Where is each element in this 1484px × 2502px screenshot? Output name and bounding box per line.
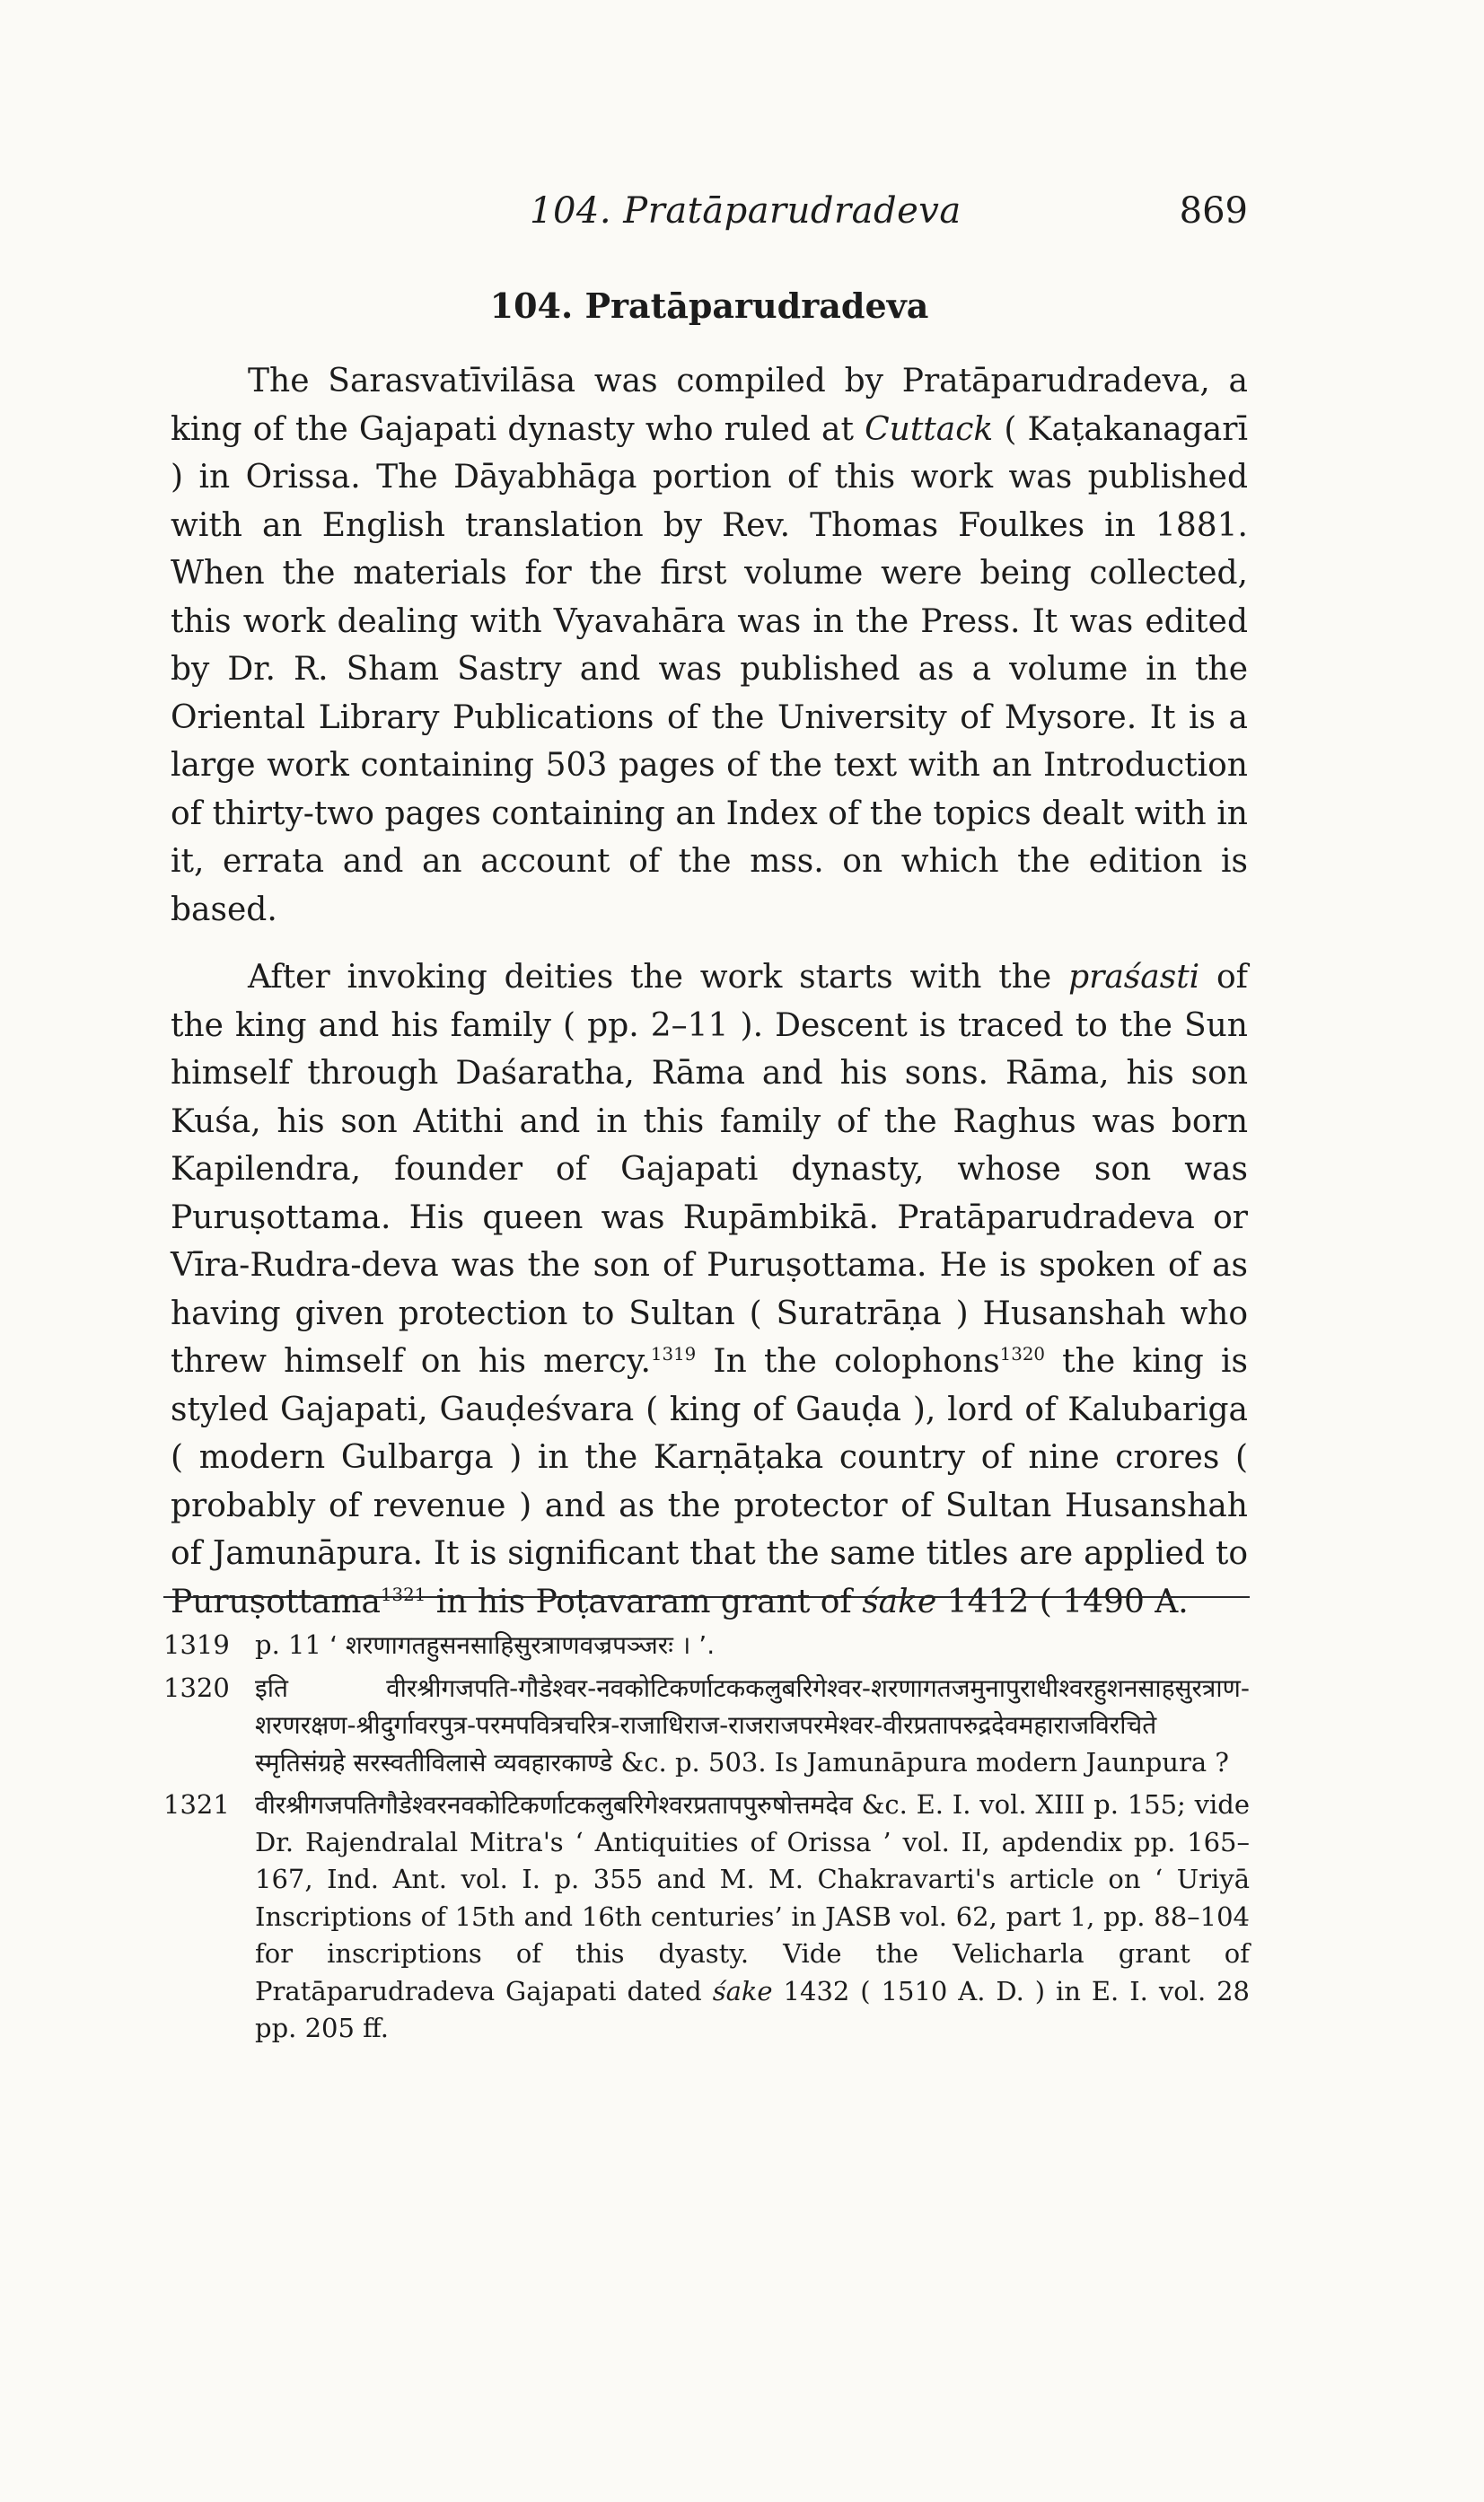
footnote-ref-1319[interactable]: 1319 [650, 1344, 697, 1365]
running-title: 104. Pratāparudradeva [530, 190, 962, 232]
footnote-number: 1320 [163, 1672, 230, 1703]
chapter-title: Pratāparudradeva [584, 285, 929, 326]
page-number: 869 [1179, 190, 1248, 232]
footnote-1321: 1321 वीरश्रीगजपतिगौडेश्वरनवकोटिकर्णाटकलुबरिगेश्वरप्रतापपुरुषोत्तमदेव &c. E. I. vol. XIII p. 155; vide Dr. Rajendralal Mitra's ‘ Antiquities of Orissa ’ vol. II, apdendix pp. 165–167, Ind. Ant. vol. I. p. 355 and M. M. Chakravarti's article on ‘ Uriyā Inscriptions of 15th and 16th centuries’ in JASB vol. 62, part 1, pp. 88–104 for inscriptions of this dyasty. Vide the Velicharla grant of Pratāparudradeva Gajapati dated śake 1432 ( 1510 A. D. ) in E. I. vol. 28 pp. 205 ff. [163, 1787, 1250, 2048]
city-name: Cuttack [865, 410, 994, 448]
footnote-1320: 1320 इति वीरश्रीगजपति-गौडेश्वर-नवकोटिकर्णाटककलुबरिगेश्वर-शरणागतजमुनापुराधीश्वरहुशनसाहसुरत्राण-शरणरक्षण-श्रीदुर्गावरपुत्र-परमपवित्रचरित्र-राजाधिराज-राजराजपरमेश्वर-वीरप्रतापरुद्रदेवमहाराजविरचिते स्मृतिसंग्रहे सरस्वतीविलासे व्यवहारकाण्डे &c. p. 503. Is Jamunāpura modern Jaunpura ? [163, 1670, 1250, 1782]
devanagari-quote: ‘ शरणागतहुसनसाहिसुरत्राणवज्रपञ्जरः । ’. [329, 1630, 716, 1660]
chapter-heading [171, 285, 1248, 326]
footnote-ref-1320[interactable]: 1320 [999, 1344, 1046, 1365]
footnote-divider [163, 1596, 1250, 1598]
footnote-number: 1319 [163, 1629, 230, 1660]
paragraph-2: After invoking deities the work starts with the praśasti of the king and his family ( pp. 2–11 ). Descent is traced to the Sun himself through Daśaratha, Rāma and his sons. Rāma, his son Kuśa, his son Atithi and in this family of the Raghus was born Kapilendra, founder of Gajapati dynasty, whose son was Puruṣottama. His queen was Rupāmbikā. Pratāparudradeva or Vīra-Rudra-deva was the son of Puruṣottama. He is spoken of as having given protection to Sultan ( Suratrāṇa ) Husanshah who threw himself on his mercy.$^{1319}$ In the colophons$^{1320}$ the king is styled Gajapati, Gauḍeśvara ( king of Gauḍa ), lord of Kalubariga ( modern Gulbarga ) in the Karṇāṭaka country of nine crores ( probably of revenue ) and as the protector of Sultan Husanshah of Jamunāpura. It is significant that the same titles are applied to Puruṣottama$^{1321}$ in his Poṭavaram grant of śake 1412 ( 1490 A. [171, 959, 1248, 1620]
body-text [171, 357, 1248, 1626]
chapter-number: 104. [489, 285, 574, 326]
prasasti-term: praśasti [1068, 959, 1200, 996]
footnote-number: 1321 [163, 1789, 230, 1820]
sake-term: śake [862, 1583, 937, 1620]
footnotes [163, 1627, 1250, 2053]
footnote-ref-1321[interactable]: 1321 [380, 1584, 426, 1605]
footnote-1319: 1319 p. 11 ‘ शरणागतहुसनसाहिसुरत्राणवज्रपञ्जरः । ’. [163, 1627, 1250, 1664]
devanagari-quote: इति वीरश्रीगजपति-गौडेश्वर-नवकोटिकर्णाटककलुबरिगेश्वर-शरणागतजमुनापुराधीश्वरहुशनसाहसुरत्राण-शरणरक्षण-श्रीदुर्गावरपुत्र-परमपवित्रचरित्र-राजाधिराज-राजराजपरमेश्वर-वीरप्रतापरुद्रदेवमहाराजविरचिते स्मृतिसंग्रहे सरस्वतीविलासे व्यवहारकाण्डे [255, 1672, 1250, 1778]
paragraph-1: The Sarasvatīvilāsa was compiled by Pratāparudradeva, a king of the Gajapati dynasty who ruled at Cuttack ( Kaṭakanagarī ) in Orissa. The Dāyabhāga portion of this work was published with an English translation by Rev. Thomas Foulkes in 1881. When the materials for the first volume were being collected, this work dealing with Vyavahāra was in the Press. It was edited by Dr. R. Sham Sastry and was published as a volume in the Oriental Library Publications of the University of Mysore. It is a large work containing 503 pages of the text with an Introduction of thirty-two pages containing an Index of the topics dealt with in it, errata and an account of the mss. on which the edition is based. [171, 363, 1248, 928]
running-header [171, 190, 1248, 244]
devanagari-quote: वीरश्रीगजपतिगौडेश्वरनवकोटिकर्णाटकलुबरिगेश्वरप्रतापपुरुषोत्तमदेव [255, 1790, 853, 1820]
